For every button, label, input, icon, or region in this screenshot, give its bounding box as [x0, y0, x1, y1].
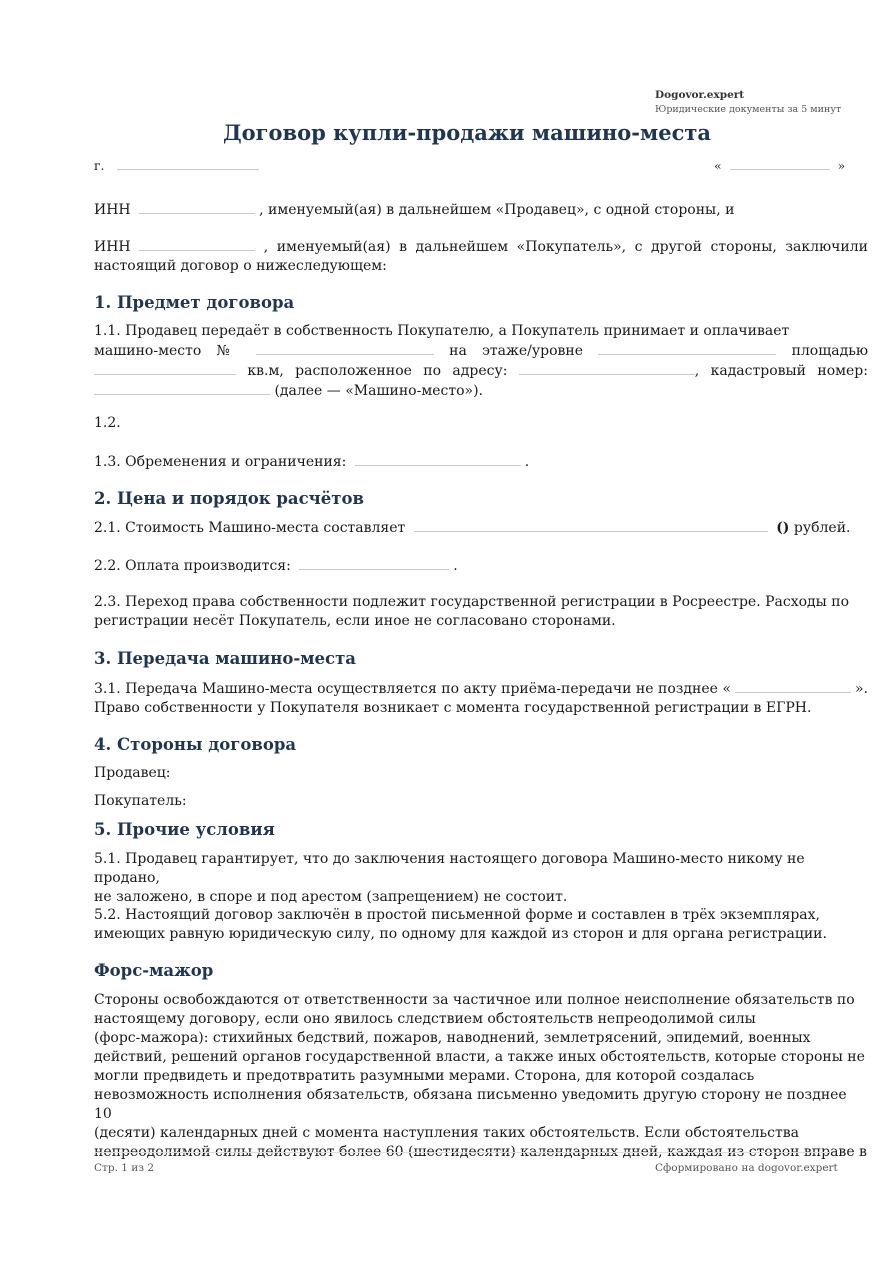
text-line: Стороны освобождаются от ответственности за частичное или полное неисполнение обязательств по [94, 992, 855, 1008]
text-fragment: номер: [817, 363, 868, 379]
date-close-quote: » [837, 158, 846, 173]
text-fragment: машино-место [94, 343, 202, 359]
cadastral-blank[interactable] [94, 381, 270, 395]
text-fragment: 5.2. Настоящий договор заключён в простой письменной форме и составлен в трёх экземплярах, [94, 907, 820, 923]
seller-inn-label: ИНН [94, 202, 131, 218]
text-line: действий, решений органов государственной власти, а также иных обстоятельств, которые стороны не [94, 1049, 865, 1065]
footer-divider [94, 1152, 829, 1153]
text-fragment: . [453, 558, 458, 574]
text-fragment: № [216, 343, 241, 359]
text-fragment: по [423, 363, 442, 379]
text-fragment: площадью [791, 343, 869, 359]
party-seller-label: Продавец: [94, 765, 171, 781]
force-majeure-text [94, 991, 868, 1162]
clause-1-1-line2 [94, 341, 868, 361]
text-fragment: рублей. [789, 520, 851, 536]
date-field [714, 156, 845, 175]
buyer-inn-blank[interactable] [139, 237, 255, 251]
text-fragment: расположенное [295, 363, 412, 379]
seller-inn-blank[interactable] [139, 200, 255, 214]
section-3-heading: 3. Передача машино-места [94, 649, 357, 668]
address-blank[interactable] [519, 361, 695, 375]
text-fragment: . [524, 454, 530, 470]
clause-2-2 [94, 556, 868, 576]
clause-1-1 [94, 322, 868, 401]
buyer-intro-text: , именуемый(ая) в дальнейшем «Покупатель», с другой стороны, заключили [263, 239, 868, 255]
clause-5-2 [94, 906, 868, 944]
clause-1-1-line4 [94, 381, 868, 401]
buyer-intro-line1 [94, 237, 868, 257]
price-words-paren: () [776, 520, 790, 536]
section-2-heading: 2. Цена и порядок расчётов [94, 489, 364, 508]
text-fragment: 2.3. Переход права собственности подлежит государственной регистрации в Росреестре. Расходы по [94, 594, 850, 610]
text-fragment: , [694, 363, 700, 379]
clause-2-1 [94, 518, 868, 538]
page-number: Стр. 1 из 2 [94, 1162, 155, 1174]
text-line: настоящему договору, если оно явилось следствием обстоятельств непреодолимой силы [94, 1011, 756, 1027]
encumbrance-blank[interactable] [355, 452, 521, 466]
text-fragment: 3.1. Передача Машино-места осуществляется по акту приёма-передачи не позднее « [94, 681, 731, 697]
document-title: Договор купли-продажи машино-места [222, 120, 712, 145]
payment-terms-blank[interactable] [299, 556, 449, 570]
text-line: могли предвидеть и предотвратить разумными мерами. Сторона, для которой создалась [94, 1068, 755, 1084]
buyer-inn-label: ИНН [94, 239, 131, 255]
text-fragment: регистрации несёт Покупатель, если иное не согласовано сторонами. [94, 613, 616, 629]
force-majeure-heading: Форс-мажор [94, 961, 214, 980]
text-fragment: Право собственности у Покупателя возникает с момента государственной регистрации в ЕГРН. [94, 700, 812, 716]
text-fragment: на [449, 343, 467, 359]
buyer-intro [94, 237, 868, 276]
clause-5-1 [94, 850, 868, 907]
floor-blank[interactable] [598, 341, 776, 355]
date-blank[interactable] [730, 156, 830, 170]
seller-intro [94, 200, 868, 220]
buyer-intro-line2: настоящий договор о нижеследующем: [94, 258, 387, 274]
section-5-heading: 5. Прочие условия [94, 820, 275, 839]
transfer-date-blank[interactable] [735, 679, 851, 693]
text-line: (десяти) календарных дней с момента наступления таких обстоятельств. Если обстоятельства [94, 1125, 799, 1141]
city-prefix: г. [94, 158, 105, 173]
clause-1-1-line1: 1.1. Продавец передаёт в собственность Покупателю, а Покупатель принимает и оплачивает [94, 323, 790, 339]
clause-1-1-line3 [94, 361, 868, 381]
brand-tagline: Юридические документы за 5 минут [655, 104, 842, 115]
text-fragment: 2.2. Оплата производится: [94, 558, 291, 574]
parking-number-blank[interactable] [256, 341, 434, 355]
clause-1-2: 1.2. [94, 415, 121, 431]
text-fragment: кв.м, [247, 363, 284, 379]
text-fragment: не заложено, в споре и под арестом (запрещением) не состоит. [94, 889, 568, 905]
text-fragment: ». [854, 681, 868, 697]
brand-name: Dogovor.expert [655, 89, 745, 101]
text-fragment: имеющих равную юридическую силу, по одному для каждой из сторон и для органа регистрации. [94, 926, 827, 942]
brand-block [655, 88, 875, 117]
text-fragment: кадастровый [710, 363, 806, 379]
text-line: (форс-мажора): стихийных бедствий, пожаров, наводнений, землетрясений, эпидемий, военных [94, 1030, 811, 1046]
text-fragment: (далее — «Машино-место»). [274, 383, 483, 399]
clause-2-3 [94, 593, 868, 631]
text-fragment: 1.3. Обременения и ограничения: [94, 454, 347, 470]
section-1-heading: 1. Предмет договора [94, 293, 295, 312]
clause-3-1-line1 [94, 679, 868, 699]
text-line: непреодолимой силы действуют более 60 (шестидесяти) календарных дней, каждая из сторон вправе в [94, 1144, 867, 1160]
party-buyer-label: Покупатель: [94, 793, 187, 809]
text-fragment: адресу: [452, 363, 508, 379]
text-fragment: 5.1. Продавец гарантирует, что до заключения настоящего договора Машино-место никому не продано, [94, 851, 805, 886]
city-date-line [94, 156, 868, 175]
area-blank[interactable] [94, 361, 236, 375]
city-blank[interactable] [117, 156, 259, 170]
clause-3-1 [94, 679, 868, 718]
clause-1-3 [94, 452, 868, 472]
text-fragment: 2.1. Стоимость Машино-места составляет [94, 520, 406, 536]
seller-intro-text: , именуемый(ая) в дальнейшем «Продавец», с одной стороны, и [259, 202, 735, 218]
date-open-quote: « [714, 158, 722, 173]
generated-note: Сформировано на dogovor.expert [655, 1162, 838, 1174]
section-4-heading: 4. Стороны договора [94, 735, 297, 754]
price-blank[interactable] [414, 518, 768, 532]
text-fragment: этаже/уровне [482, 343, 584, 359]
text-line: невозможность исполнения обязательств, обязана письменно уведомить другую сторону не позднее 10 [94, 1087, 847, 1122]
